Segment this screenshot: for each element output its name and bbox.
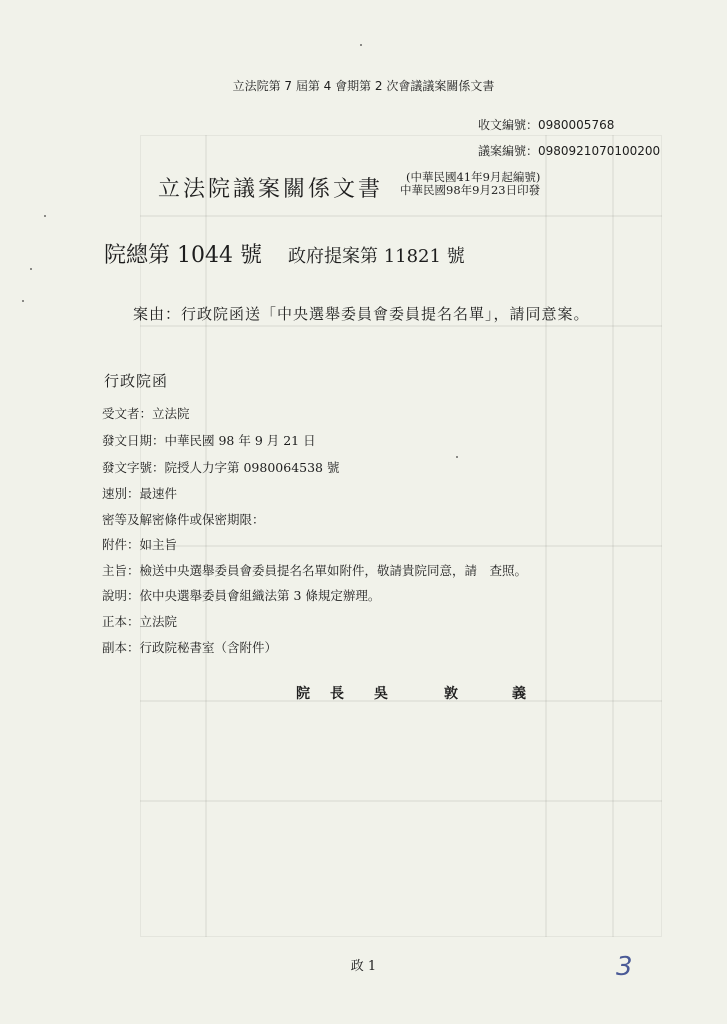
bleed-through-line [140, 545, 662, 547]
session-header: 立法院第 7 屆第 4 會期第 2 次會議議案關係文書 [232, 79, 495, 93]
bill-number: 議案編號：0980921070100200 [478, 144, 661, 158]
field-carbon-copy: 副本：行政院秘書室（含附件） [102, 640, 278, 655]
title-note-numbering: (中華民國41年9月起編號) [406, 170, 541, 184]
bleed-through-line [140, 700, 662, 702]
field-priority: 速別：最速件 [102, 486, 178, 501]
title-note-print-date: 中華民國98年9月23日印發 [400, 183, 541, 197]
page-footer: 政 1 [350, 959, 377, 974]
scan-speck [44, 215, 46, 217]
scan-speck [30, 268, 32, 270]
bleed-through-line [140, 215, 662, 217]
bleed-through-line [140, 325, 662, 327]
scan-speck [22, 300, 24, 302]
issuing-agency: 行政院函 [104, 372, 169, 390]
case-subject: 案由：行政院函送「中央選舉委員會委員提名名單」，請同意案。 [133, 305, 590, 323]
signature-char: 吳 [374, 686, 388, 702]
field-document-number: 發文字號：院授人力字第 0980064538 號 [102, 460, 340, 475]
field-original-copy: 正本：立法院 [102, 614, 178, 629]
bleed-through-line [612, 135, 614, 937]
signature-char: 院 [296, 686, 310, 702]
proposal-number: 政府提案第 11821 號 [287, 246, 465, 267]
handwritten-page-number: 3 [616, 952, 633, 982]
scan-speck [456, 456, 458, 458]
bleed-through-line [545, 135, 547, 937]
field-recipient: 受文者：立法院 [102, 406, 190, 421]
case-numbers [104, 238, 465, 269]
general-number: 院總第 1044 號 [104, 243, 262, 268]
field-purpose: 主旨：檢送中央選舉委員會委員提名名單如附件，敬請貴院同意，請 查照。 [102, 563, 528, 578]
bleed-through-line [140, 800, 662, 802]
signature-char: 長 [330, 686, 344, 702]
document-title: 立法院議案關係文書 [158, 177, 384, 202]
field-issue-date: 發文日期：中華民國 98 年 9 月 21 日 [102, 433, 316, 448]
signature-char: 義 [512, 686, 526, 702]
receipt-number: 收文編號：0980005768 [478, 118, 615, 132]
field-explanation: 說明：依中央選舉委員會組織法第 3 條規定辦理。 [102, 588, 381, 603]
signature-char: 敦 [444, 686, 458, 702]
field-classification: 密等及解密條件或保密期限： [102, 512, 265, 527]
scan-speck [360, 44, 362, 46]
field-attachment: 附件：如主旨 [102, 537, 178, 552]
